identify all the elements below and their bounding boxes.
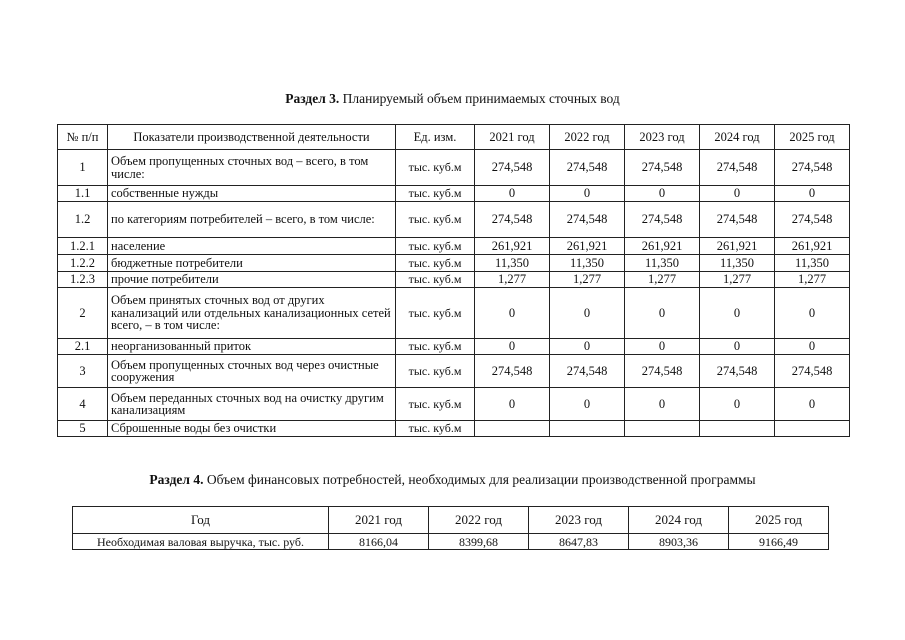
cell-value: 0 [550, 388, 625, 421]
cell-value: 274,548 [475, 355, 550, 388]
table-row [58, 421, 850, 437]
column-header-num: № п/п [58, 125, 108, 150]
unit-cell: тыс. куб.м [396, 202, 475, 238]
table-header-row [73, 507, 829, 534]
section-4-title: Объем финансовых потребностей, необходимых для реализации производственной программы [203, 472, 756, 487]
cell-value [775, 421, 850, 437]
cell-value: 11,350 [775, 255, 850, 272]
table-row [58, 202, 850, 238]
cell-value [475, 421, 550, 437]
cell-value: 274,548 [775, 150, 850, 186]
cell-value: 0 [625, 186, 700, 202]
indicator-name: Сброшенные воды без очистки [108, 421, 396, 437]
cell-value: 1,277 [475, 272, 550, 288]
unit-cell: тыс. куб.м [396, 421, 475, 437]
table-row [58, 288, 850, 339]
cell-value: 274,548 [475, 202, 550, 238]
indicator-name: прочие потребители [108, 272, 396, 288]
table-row [58, 150, 850, 186]
cell-value: 274,548 [550, 150, 625, 186]
column-header-year: 2023 год [529, 507, 629, 534]
cell-value: 261,921 [775, 238, 850, 255]
row-number: 1.2.1 [58, 238, 108, 255]
unit-cell: тыс. куб.м [396, 388, 475, 421]
section-4-heading [0, 472, 905, 488]
cell-value: 8647,83 [529, 534, 629, 550]
row-number: 2 [58, 288, 108, 339]
section-3-heading [0, 91, 905, 107]
cell-value: 11,350 [475, 255, 550, 272]
cell-value: 0 [475, 288, 550, 339]
cell-value: 274,548 [775, 202, 850, 238]
section-3-label: Раздел 3. [285, 91, 340, 106]
column-header-year: 2021 год [475, 125, 550, 150]
cell-value: 8903,36 [629, 534, 729, 550]
cell-value: 274,548 [700, 202, 775, 238]
cell-value: 0 [550, 288, 625, 339]
column-header-year: 2022 год [550, 125, 625, 150]
cell-value: 0 [775, 186, 850, 202]
indicator-name: бюджетные потребители [108, 255, 396, 272]
unit-cell: тыс. куб.м [396, 272, 475, 288]
column-header-year-label: Год [73, 507, 329, 534]
column-header-year: 2024 год [629, 507, 729, 534]
unit-cell: тыс. куб.м [396, 186, 475, 202]
cell-value: 261,921 [550, 238, 625, 255]
indicator-name: Объем пропущенных сточных вод через очистные сооружения [108, 355, 396, 388]
cell-value: 0 [475, 388, 550, 421]
indicator-name: население [108, 238, 396, 255]
cell-value: 274,548 [625, 150, 700, 186]
table-row [58, 238, 850, 255]
cell-value: 261,921 [700, 238, 775, 255]
cell-value: 274,548 [550, 355, 625, 388]
cell-value: 0 [700, 186, 775, 202]
cell-value: 0 [775, 339, 850, 355]
table-row [58, 186, 850, 202]
column-header-year: 2025 год [729, 507, 829, 534]
indicator-name: Объем переданных сточных вод на очистку другим канализациям [108, 388, 396, 421]
row-number: 1.2 [58, 202, 108, 238]
cell-value: 274,548 [700, 355, 775, 388]
column-header-year: 2023 год [625, 125, 700, 150]
cell-value: 11,350 [550, 255, 625, 272]
cell-value: 0 [475, 186, 550, 202]
unit-cell: тыс. куб.м [396, 339, 475, 355]
table-row [58, 388, 850, 421]
cell-value: 8166,04 [329, 534, 429, 550]
cell-value: 0 [550, 339, 625, 355]
unit-cell: тыс. куб.м [396, 238, 475, 255]
cell-value: 0 [700, 288, 775, 339]
row-number: 1.1 [58, 186, 108, 202]
unit-cell: тыс. куб.м [396, 355, 475, 388]
table-row [58, 355, 850, 388]
row-number: 5 [58, 421, 108, 437]
row-number: 3 [58, 355, 108, 388]
table-header-row [58, 125, 850, 150]
indicator-name: собственные нужды [108, 186, 396, 202]
cell-value: 0 [625, 388, 700, 421]
table-row [58, 339, 850, 355]
cell-value: 274,548 [625, 355, 700, 388]
cell-value: 0 [625, 339, 700, 355]
row-label: Необходимая валовая выручка, тыс. руб. [73, 534, 329, 550]
cell-value: 8399,68 [429, 534, 529, 550]
unit-cell: тыс. куб.м [396, 150, 475, 186]
wastewater-volume-table [57, 124, 850, 437]
cell-value: 0 [475, 339, 550, 355]
cell-value: 0 [775, 388, 850, 421]
cell-value: 0 [700, 388, 775, 421]
table-row [58, 255, 850, 272]
cell-value: 274,548 [625, 202, 700, 238]
column-header-unit: Ед. изм. [396, 125, 475, 150]
indicator-name: неорганизованный приток [108, 339, 396, 355]
table-row [73, 534, 829, 550]
cell-value: 1,277 [775, 272, 850, 288]
cell-value: 274,548 [775, 355, 850, 388]
cell-value [550, 421, 625, 437]
cell-value [700, 421, 775, 437]
cell-value: 0 [625, 288, 700, 339]
cell-value: 274,548 [475, 150, 550, 186]
unit-cell: тыс. куб.м [396, 255, 475, 272]
indicator-name: Объем принятых сточных вод от других канализаций или отдельных канализационных сетей всего, – в том числе: [108, 288, 396, 339]
cell-value: 0 [700, 339, 775, 355]
column-header-year: 2021 год [329, 507, 429, 534]
cell-value: 11,350 [700, 255, 775, 272]
financial-needs-table [72, 506, 829, 550]
column-header-name: Показатели производственной деятельности [108, 125, 396, 150]
cell-value: 1,277 [550, 272, 625, 288]
cell-value [625, 421, 700, 437]
column-header-year: 2025 год [775, 125, 850, 150]
cell-value: 9166,49 [729, 534, 829, 550]
cell-value: 1,277 [625, 272, 700, 288]
cell-value: 274,548 [700, 150, 775, 186]
cell-value: 261,921 [625, 238, 700, 255]
table-row [58, 272, 850, 288]
section-4-label: Раздел 4. [149, 472, 204, 487]
cell-value: 0 [775, 288, 850, 339]
row-number: 2.1 [58, 339, 108, 355]
column-header-year: 2022 год [429, 507, 529, 534]
section-3-title: Планируемый объем принимаемых сточных вод [339, 91, 620, 106]
cell-value: 11,350 [625, 255, 700, 272]
row-number: 1.2.3 [58, 272, 108, 288]
column-header-year: 2024 год [700, 125, 775, 150]
cell-value: 274,548 [550, 202, 625, 238]
indicator-name: по категориям потребителей – всего, в том числе: [108, 202, 396, 238]
row-number: 1 [58, 150, 108, 186]
indicator-name: Объем пропущенных сточных вод – всего, в том числе: [108, 150, 396, 186]
cell-value: 261,921 [475, 238, 550, 255]
row-number: 4 [58, 388, 108, 421]
unit-cell: тыс. куб.м [396, 288, 475, 339]
cell-value: 1,277 [700, 272, 775, 288]
row-number: 1.2.2 [58, 255, 108, 272]
cell-value: 0 [550, 186, 625, 202]
